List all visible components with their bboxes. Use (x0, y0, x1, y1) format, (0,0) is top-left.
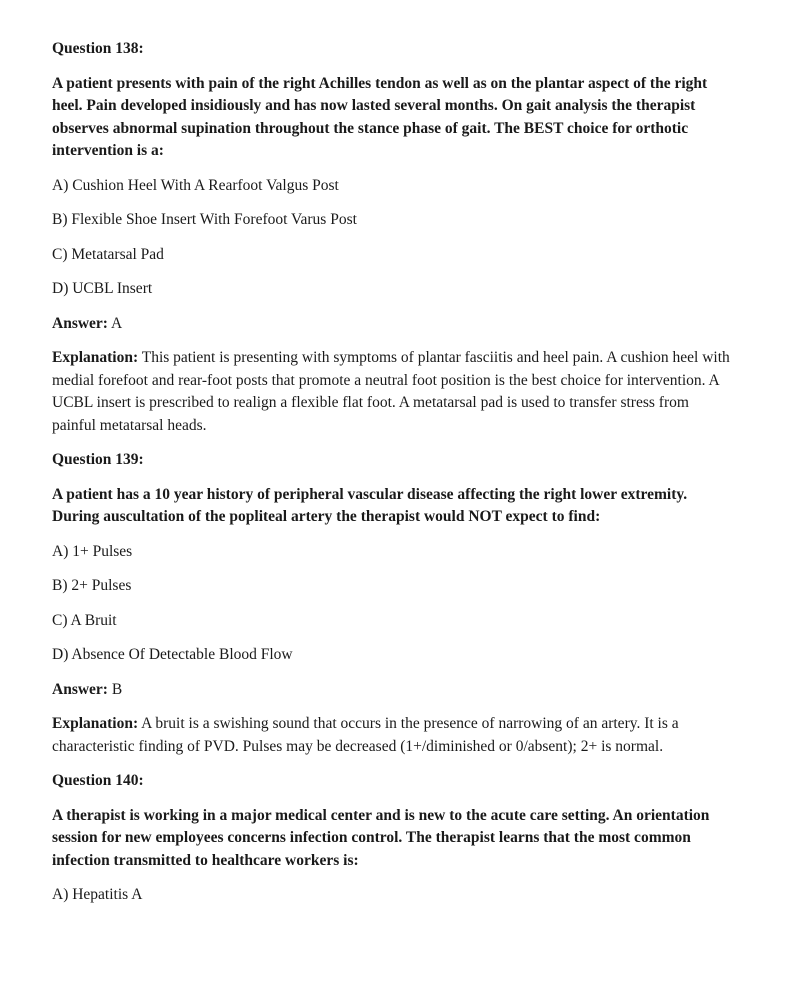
explanation-text: A bruit is a swishing sound that occurs in the presence of narrowing of an artery. It is a characteristic finding of PVD. Pulses may be decreased (1+/diminished or 0/absent); 2+ is normal. (52, 715, 679, 755)
question-text: A patient has a 10 year history of peripheral vascular disease affecting the right lower extremity. During auscultation of the popliteal artery the therapist would NOT expect to find: (52, 485, 688, 525)
question-139 (52, 449, 732, 758)
question-heading: Question 138: (52, 40, 144, 57)
option-c: C) Metatarsal Pad (52, 245, 164, 263)
question-140 (52, 770, 732, 907)
option-a: A) Hepatitis A (52, 886, 143, 903)
explanation-text: This patient is presenting with symptoms of plantar fasciitis and heel pain. A cushion heel with medial forefoot and rear-foot posts that promote a neutral foot position is the best choice for intervention. A UCBL insert is prescribed to realign a flexible flat foot. A metatarsal pad is used to transfer stress from painful metatarsal heads. (52, 349, 730, 434)
question-heading: Question 139: (52, 451, 144, 468)
question-text: A therapist is working in a major medical center and is new to the acute care setting. An orientation session for new employees concerns infection control. The therapist learns that the most common infection transmitted to healthcare workers is: (52, 806, 710, 869)
answer-label: Answer: (52, 314, 108, 332)
option-a: A) Cushion Heel With A Rearfoot Valgus Post (52, 176, 339, 194)
option-a: A) 1+ Pulses (52, 542, 133, 560)
option-c: C) A Bruit (52, 611, 117, 629)
explanation-label: Explanation: (52, 715, 139, 732)
question-heading: Question 140: (52, 772, 144, 789)
answer-line (52, 679, 732, 702)
answer-value: A (111, 314, 123, 332)
answer-label: Answer: (52, 680, 108, 698)
document-page (52, 38, 732, 919)
option-b: B) Flexible Shoe Insert With Forefoot Varus Post (52, 211, 357, 228)
explanation (52, 713, 732, 758)
answer-value: B (111, 680, 123, 698)
option-d: D) UCBL Insert (52, 280, 153, 297)
question-text: A patient presents with pain of the right Achilles tendon as well as on the plantar aspect of the right heel. Pain developed insidiously and has now lasted several months. On gait analysis the therapist observes abnormal supination throughout the stance phase of gait. The BEST choice for orthotic intervention is a: (52, 74, 708, 159)
explanation (52, 347, 732, 437)
option-d: D) Absence Of Detectable Blood Flow (52, 646, 293, 663)
question-138 (52, 38, 732, 437)
answer-line (52, 313, 732, 336)
option-b: B) 2+ Pulses (52, 577, 132, 594)
explanation-label: Explanation: (52, 349, 139, 366)
